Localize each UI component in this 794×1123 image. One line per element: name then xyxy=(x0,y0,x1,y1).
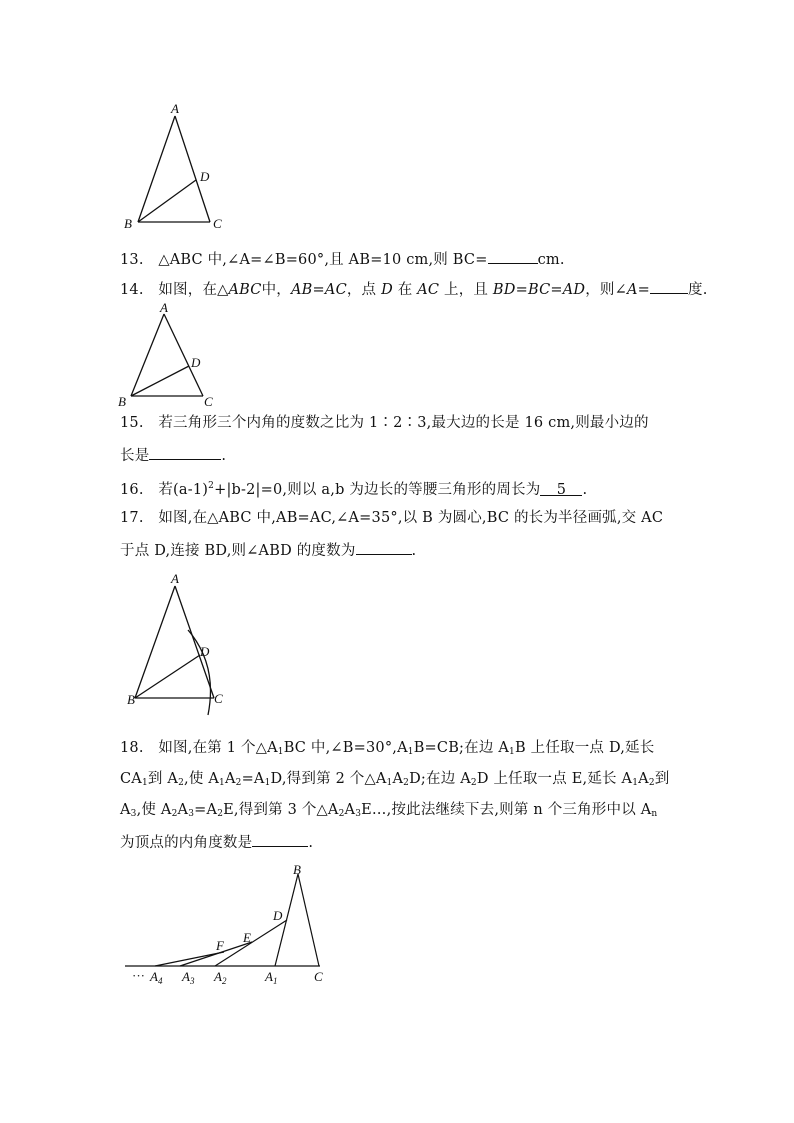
label-C: C xyxy=(213,216,222,231)
label-C: C xyxy=(314,969,323,984)
triangle-diagram-q13 xyxy=(120,98,230,233)
triangle-diagram-q14 xyxy=(115,300,225,410)
q18-t: ,使 A xyxy=(136,802,172,818)
label-D: D xyxy=(273,908,283,923)
q18-s: 2 xyxy=(648,778,655,788)
q18-t1: 18. 如图,在第 1 个△A xyxy=(120,740,278,756)
q18-t: A xyxy=(177,802,189,818)
q14-blank xyxy=(650,278,688,294)
label-B: B xyxy=(118,394,126,409)
q13-text-b: cm. xyxy=(537,252,565,268)
question-13 xyxy=(120,248,565,270)
q18-t: E,得到第 3 个△A xyxy=(223,802,339,818)
label-B: B xyxy=(127,692,135,707)
q14-ac: AC xyxy=(417,282,440,298)
q18-t: A xyxy=(392,771,404,787)
q18-t: B=CB;在边 A xyxy=(413,740,510,756)
q14-mid3: 在 xyxy=(392,282,418,298)
label-A3: $A_3$ xyxy=(182,969,195,986)
label-A: A xyxy=(171,101,179,116)
label-E: E xyxy=(243,930,251,945)
q18-s: 1 xyxy=(407,747,414,757)
question-15-line-1 xyxy=(120,413,649,433)
q14-tail: 度. xyxy=(688,282,708,298)
q18-t: 到 xyxy=(654,771,670,787)
label-A: A xyxy=(160,300,168,315)
q18-s: 2 xyxy=(178,778,185,788)
q18-t: A xyxy=(120,802,131,818)
q18-t: 为顶点的内角度数是 xyxy=(120,835,253,851)
q18-t: D;在边 A xyxy=(409,771,471,787)
triangle-arc-diagram-q17 xyxy=(118,570,238,720)
q14-abc: ABC xyxy=(228,282,262,298)
q18-s: 1 xyxy=(141,778,148,788)
q14-a: A xyxy=(626,282,638,298)
q18-t: ,使 A xyxy=(184,771,220,787)
q18-s: 1 xyxy=(277,747,284,757)
q18-t: =A xyxy=(194,802,218,818)
q18-t: E…,按此法继续下去,则第 n 个三角形中以 A xyxy=(361,802,652,818)
q18-s: 1 xyxy=(219,778,225,788)
label-A: A xyxy=(171,571,179,586)
q13-text-a: 13. △ABC 中,∠A=∠B=60°,且 AB=10 cm,则 BC= xyxy=(120,252,488,268)
label-A4: $A_4$ xyxy=(150,969,163,986)
question-18-line-3 xyxy=(120,800,657,824)
label-F: F xyxy=(216,938,224,953)
q18-s: 2 xyxy=(235,778,242,788)
label-B: B xyxy=(293,862,301,877)
q18-t: . xyxy=(308,835,314,851)
q18-s: 1 xyxy=(264,778,271,788)
question-16 xyxy=(120,476,587,500)
q16-text-c: . xyxy=(582,482,588,498)
label-D: D xyxy=(200,169,210,184)
label-C: C xyxy=(214,691,223,706)
label-A1: $A_1$ xyxy=(265,969,278,986)
q15-text-2b: . xyxy=(221,448,227,464)
figure-q18 xyxy=(120,862,340,992)
label-D: D xyxy=(200,644,210,659)
q17-text-1: 17. 如图,在△ABC 中,AB=AC,∠A=35°,以 B 为圆心,BC 的长为半径画弧,交 AC xyxy=(120,510,664,526)
triangle-chain-diagram-q18 xyxy=(120,862,340,992)
q18-t: D 上任取一点 E,延长 A xyxy=(476,771,633,787)
q18-t: 到 A xyxy=(147,771,179,787)
q18-t: A xyxy=(224,771,236,787)
q14-eq: = xyxy=(637,282,650,298)
q17-blank xyxy=(356,539,412,555)
q17-text-2a: 于点 D,连接 BD,则∠ABD 的度数为 xyxy=(120,543,356,559)
question-17-line-1 xyxy=(120,508,663,528)
figure-q13 xyxy=(120,98,230,233)
label-C: C xyxy=(204,394,213,409)
q14-mid5: ，则∠ xyxy=(585,282,627,298)
q18-t: BC 中,∠B=30°,A xyxy=(283,740,408,756)
q18-s: 3 xyxy=(130,809,137,819)
figure-q17 xyxy=(118,570,238,720)
q18-blank xyxy=(252,831,308,847)
q14-bdbc: BD=BC=AD xyxy=(492,282,586,298)
q18-s: 1 xyxy=(386,778,393,788)
q18-s: 1 xyxy=(509,747,515,757)
q18-s: 2 xyxy=(338,809,345,819)
question-18-line-2 xyxy=(120,769,669,793)
label-B: B xyxy=(124,216,132,231)
q14-mid4: 上，且 xyxy=(439,282,493,298)
q14-d: D xyxy=(381,282,393,298)
q16-sup: 2 xyxy=(208,481,215,491)
q14-text: 14. 如图，在△ xyxy=(120,282,229,298)
q18-t: =A xyxy=(241,771,265,787)
q18-t: A xyxy=(638,771,649,787)
q14-mid2: ，点 xyxy=(346,282,382,298)
figure-q14 xyxy=(115,300,225,410)
q16-text-a: 16. 若(a-1) xyxy=(120,482,209,498)
question-17-line-2 xyxy=(120,539,416,561)
q18-t: CA xyxy=(120,771,142,787)
q15-text-1: 15. 若三角形三个内角的度数之比为 1∶2∶3,最大边的长是 16 cm,则最小边的 xyxy=(120,415,649,431)
label-A2: $A_2$ xyxy=(214,969,227,986)
q17-text-2b: . xyxy=(411,543,417,559)
q16-text-b: +|b-2|=0,则以 a,b 为边长的等腰三角形的周长为 xyxy=(214,482,541,498)
q16-answer: 5 xyxy=(540,480,582,496)
label-ellipsis: ··· xyxy=(132,968,145,983)
q15-text-2a: 长是 xyxy=(120,448,150,464)
question-18-line-1 xyxy=(120,738,654,762)
q18-s: 2 xyxy=(171,809,178,819)
q18-t: D,得到第 2 个△A xyxy=(270,771,387,787)
q18-s: 1 xyxy=(632,778,639,788)
q18-s: 2 xyxy=(403,778,410,788)
q14-abac: AB=AC xyxy=(291,282,347,298)
q18-s: 3 xyxy=(188,809,195,819)
question-18-line-4 xyxy=(120,831,313,853)
question-14 xyxy=(120,278,708,300)
q18-s: n xyxy=(651,809,658,819)
q14-mid1: 中， xyxy=(261,282,292,298)
q18-t: A xyxy=(344,802,356,818)
q18-t: B 上任取一点 D,延长 xyxy=(514,740,655,756)
q18-s: 2 xyxy=(470,778,477,788)
q18-s: 3 xyxy=(355,809,362,819)
label-D: D xyxy=(191,355,201,370)
q13-blank xyxy=(488,248,538,264)
question-15-line-2 xyxy=(120,444,226,466)
q18-s: 2 xyxy=(217,809,224,819)
q15-blank xyxy=(149,444,221,460)
